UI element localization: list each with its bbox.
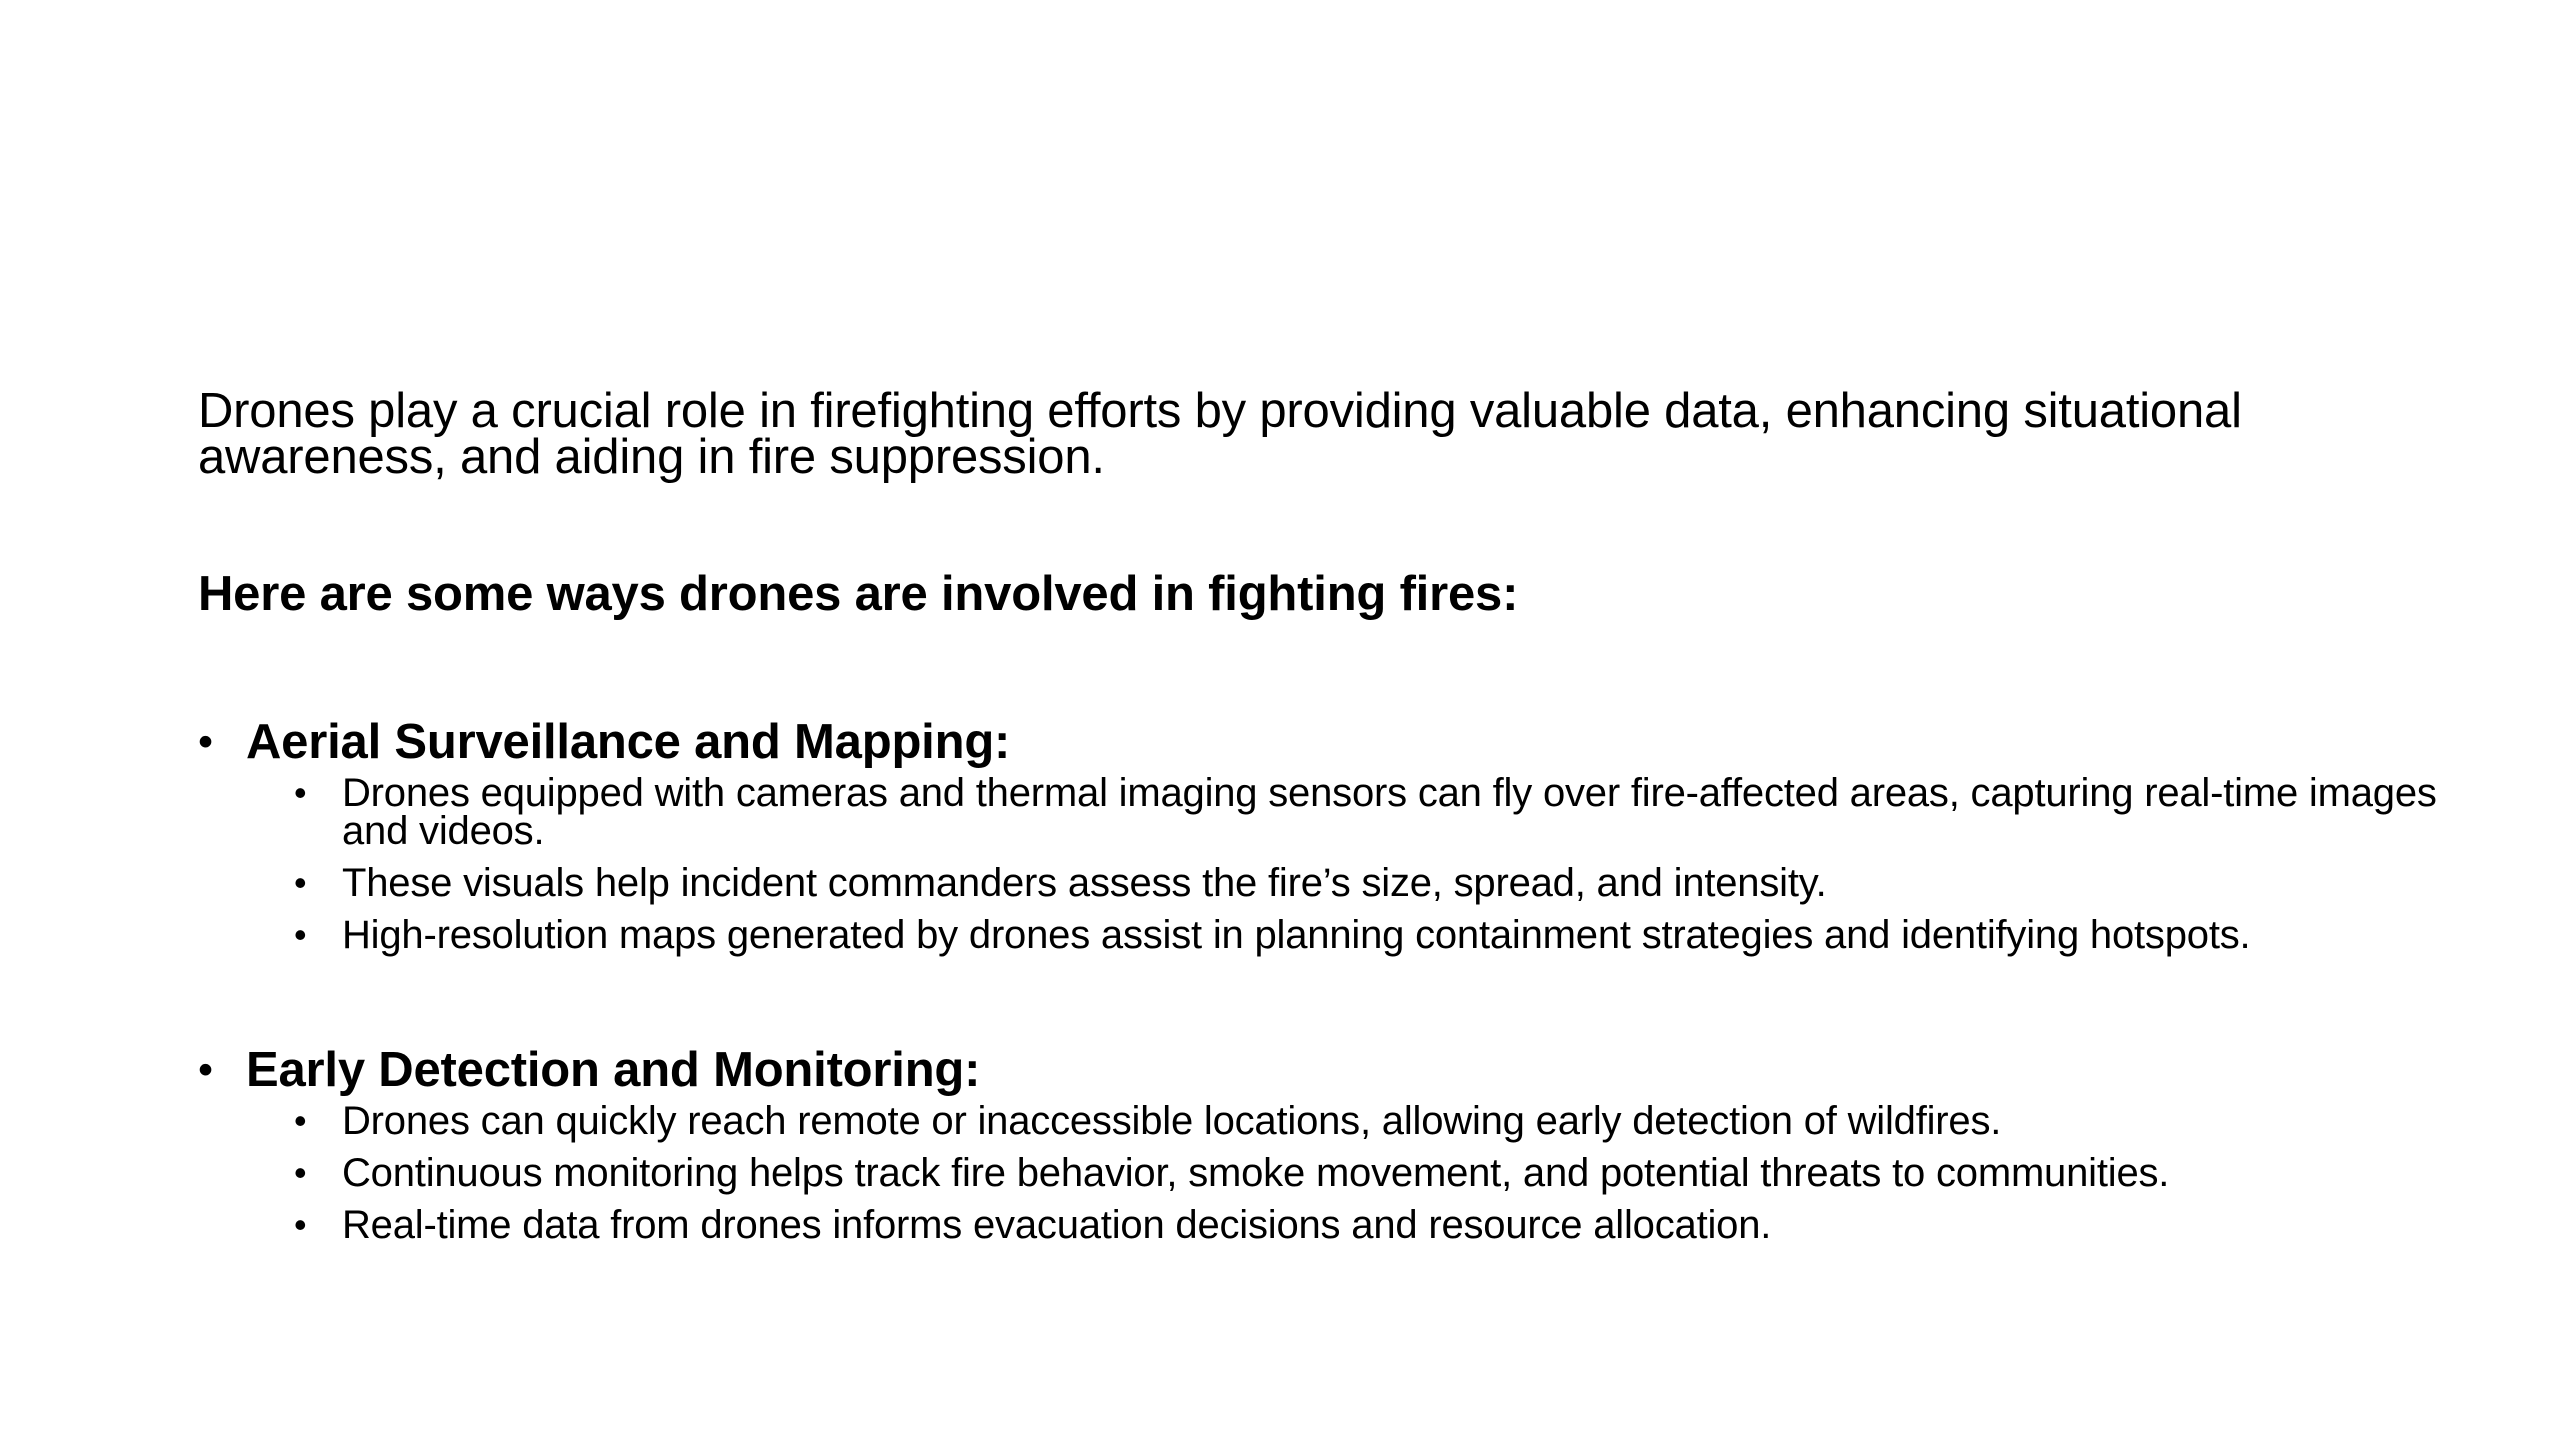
section-list (198, 712, 2438, 1247)
bullet-icon: • (198, 718, 214, 766)
list-item-text: These visuals help incident commanders assess the fire’s size, spread, and intensity. (342, 861, 1827, 905)
section-title: Aerial Surveillance and Mapping: (246, 715, 1011, 769)
bullet-icon: • (294, 1152, 307, 1193)
list-item (294, 1099, 2438, 1143)
bullet-icon: • (294, 1204, 307, 1245)
list-item (294, 1203, 2438, 1247)
slide-content (198, 384, 2438, 1258)
bullet-icon: • (294, 914, 307, 955)
list-item-text: Drones can quickly reach remote or inaccessible locations, allowing early detection of wildfires. (342, 1099, 2002, 1143)
section-early-detection (198, 1040, 2438, 1247)
sub-list (246, 1099, 2438, 1247)
list-item (294, 1151, 2438, 1195)
section-aerial-surveillance (198, 712, 2438, 957)
bullet-icon: • (294, 772, 307, 813)
list-item (294, 771, 2438, 853)
list-item-text: Continuous monitoring helps track fire behavior, smoke movement, and potential threats to communities. (342, 1151, 2170, 1195)
list-item-text: Real-time data from drones informs evacuation decisions and resource allocation. (342, 1203, 1772, 1247)
list-item (294, 861, 2438, 905)
intro-paragraph: Drones play a crucial role in firefighting efforts by providing valuable data, enhancing situational awareness, and aiding in fire suppression. (198, 384, 2242, 484)
section-title: Early Detection and Monitoring: (246, 1043, 981, 1097)
bullet-icon: • (294, 1100, 307, 1141)
list-item-text: High-resolution maps generated by drones assist in planning containment strategies and identifying hotspots. (342, 913, 2251, 957)
list-item (294, 913, 2438, 957)
bullet-icon: • (294, 862, 307, 903)
bullet-icon: • (198, 1046, 214, 1094)
list-heading: Here are some ways drones are involved in fighting fires: (198, 567, 1519, 621)
sub-list (246, 771, 2438, 957)
list-item-text: Drones equipped with cameras and thermal imaging sensors can fly over fire-affected areas, capturing real-time images and videos. (342, 771, 2437, 853)
